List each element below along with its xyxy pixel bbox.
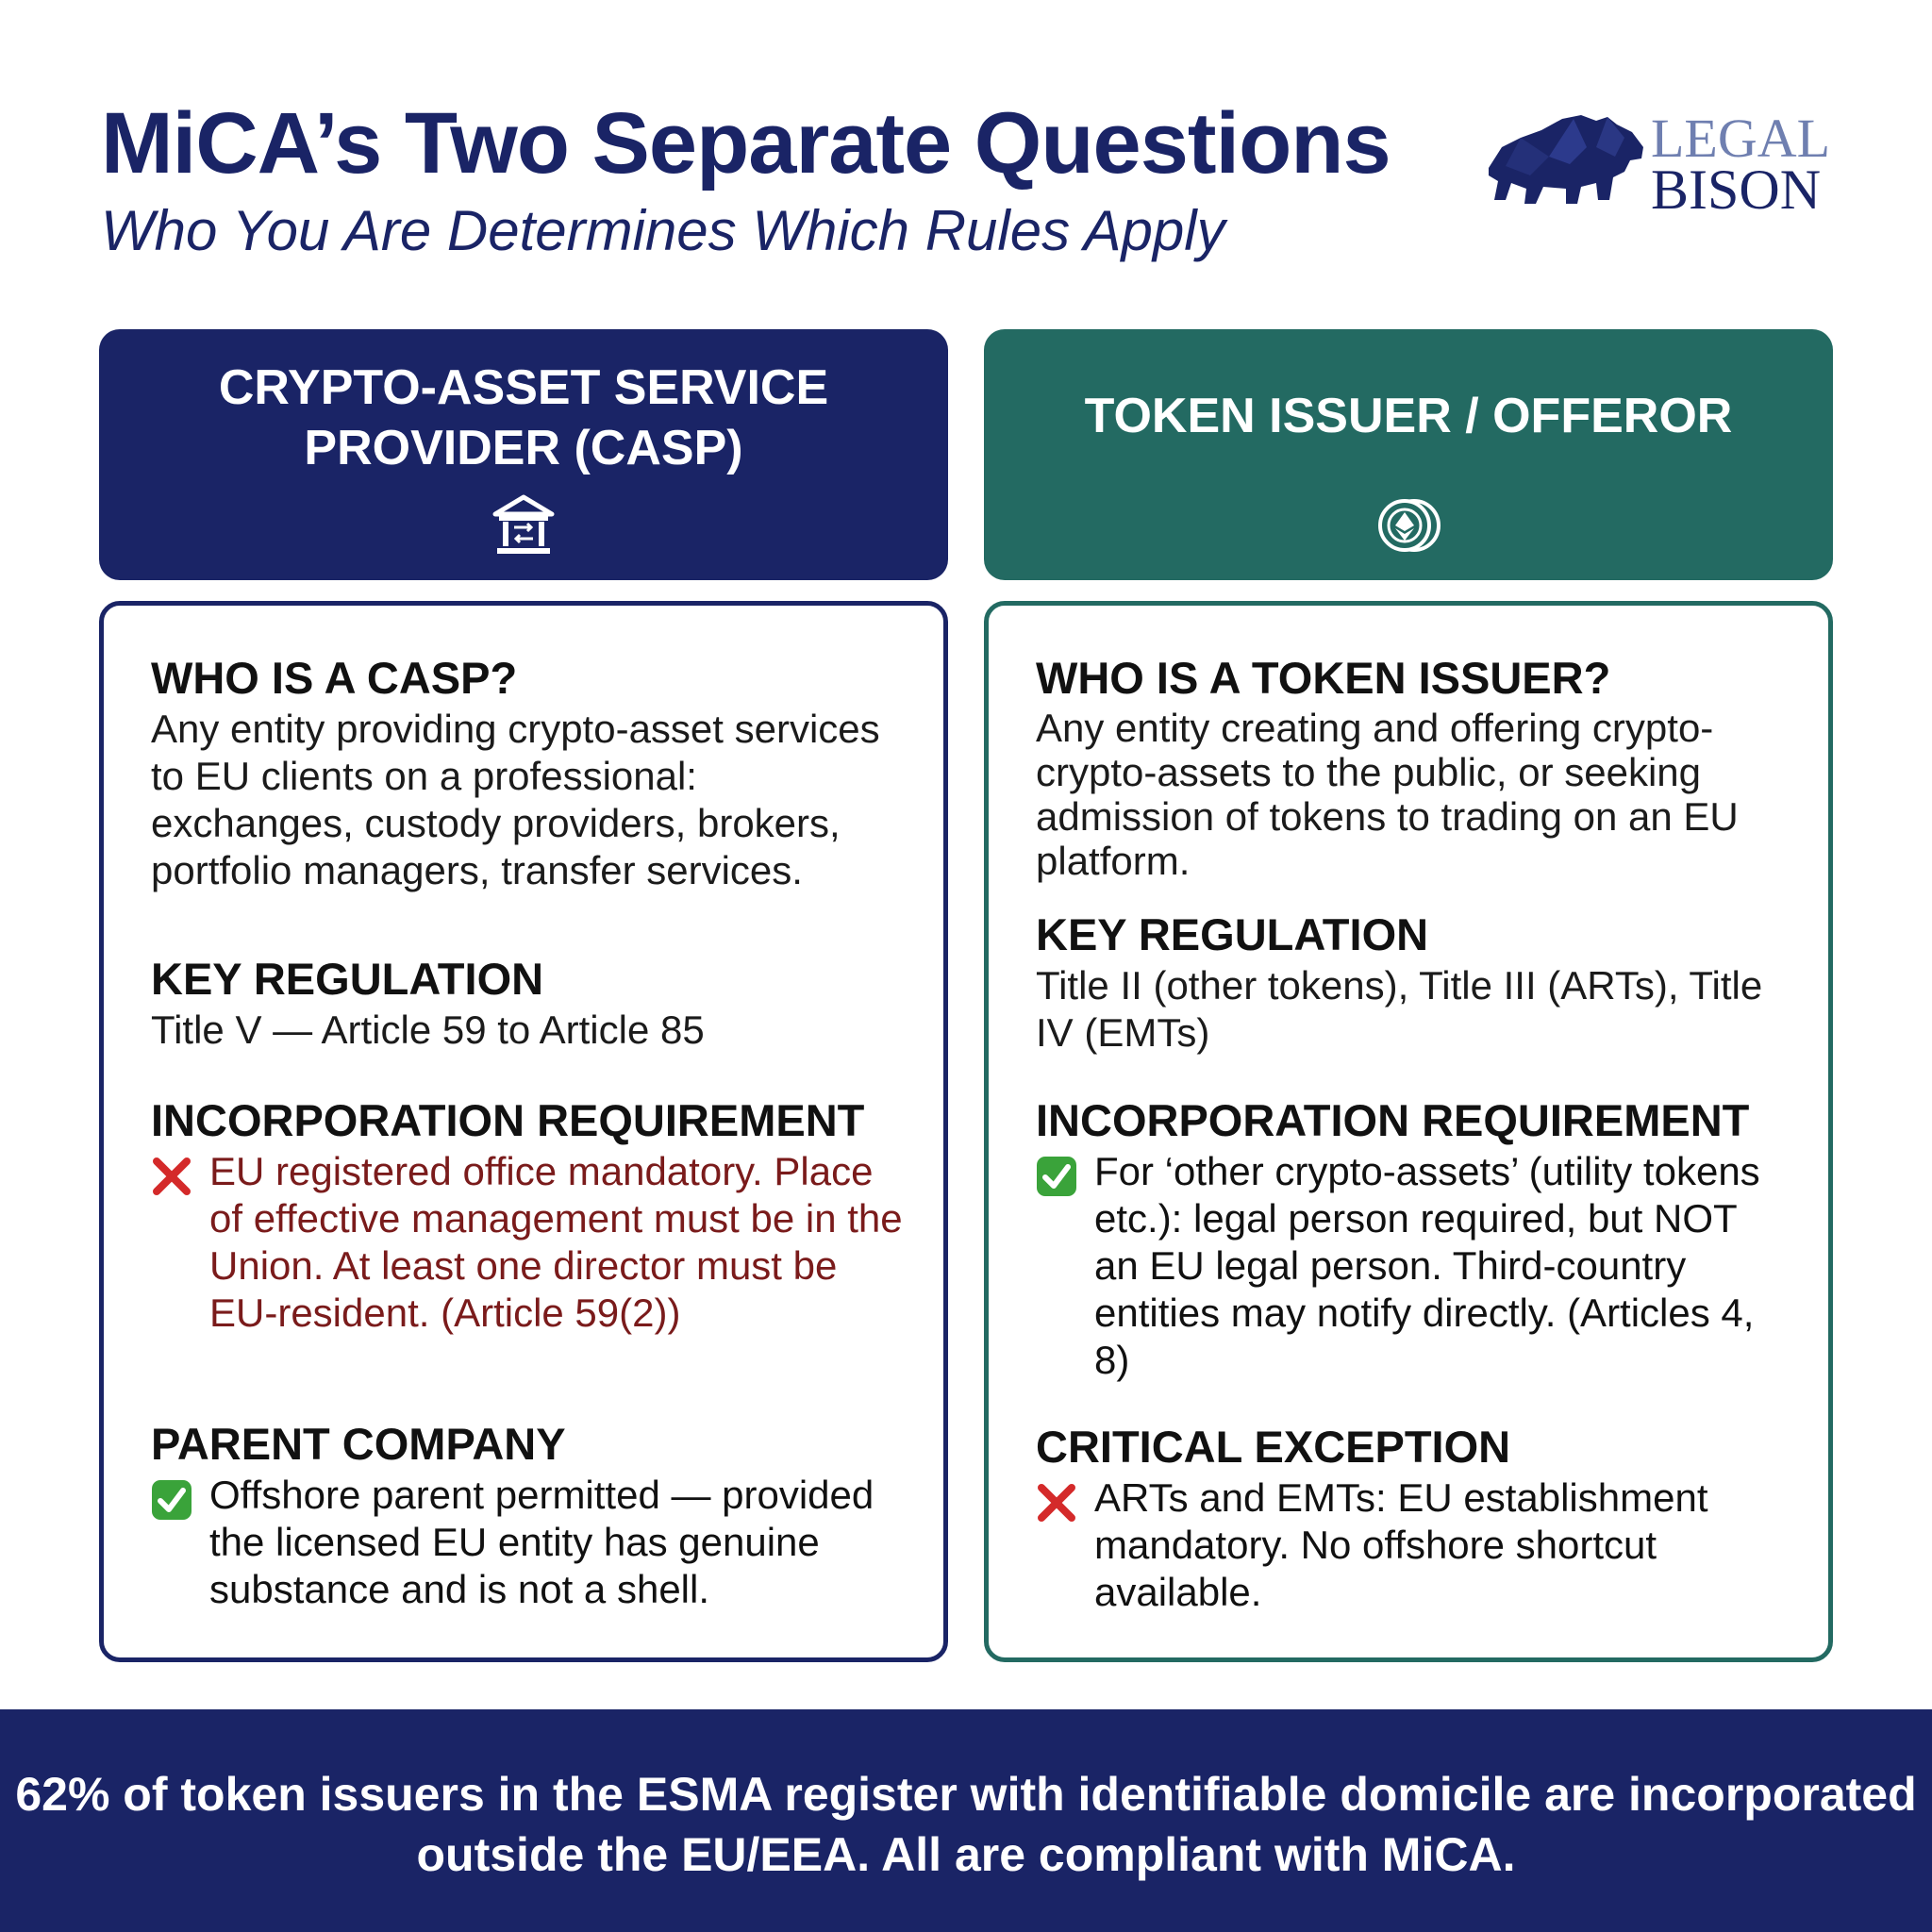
casp-who-title: WHO IS A CASP? [151,653,518,703]
issuer-incorporation-text: For ‘other crypto-assets’ (utility tokens etc.): legal person required, but NOT an EU legal person. Third-country entities may notify directly. (Articles 4, 8) [1094,1149,1760,1382]
casp-parent-section [151,1417,906,1613]
casp-incorporation-title: INCORPORATION REQUIREMENT [151,1095,865,1145]
issuer-regulation-body: Title II (other tokens), Title III (ARTs), Title IV (EMTs) [1036,963,1763,1055]
issuer-exception-section [1036,1420,1790,1616]
issuer-who-title: WHO IS A TOKEN ISSUER? [1036,653,1611,703]
token-issuer-card [984,601,1833,1662]
casp-parent-bullet [151,1472,906,1613]
token-issuer-header [984,329,1833,580]
casp-parent-title: PARENT COMPANY [151,1419,566,1469]
casp-card [99,601,948,1662]
casp-regulation-body: Title V — Article 59 to Article 85 [151,1008,705,1052]
casp-regulation-section [151,952,906,1054]
casp-regulation-title: KEY REGULATION [151,954,544,1004]
page-title: MiCA’s Two Separate Questions [101,95,1391,192]
casp-header-title: CRYPTO-ASSET SERVICE PROVIDER (CASP) [218,360,829,475]
legal-bison-logo [1483,102,1841,221]
issuer-incorporation-title: INCORPORATION REQUIREMENT [1036,1095,1750,1145]
cross-icon [151,1156,192,1197]
casp-incorporation-section [151,1093,906,1337]
casp-header [99,329,948,580]
check-icon [1036,1156,1077,1197]
page-subtitle: Who You Are Determines Which Rules Apply [101,199,1225,262]
issuer-exception-title: CRITICAL EXCEPTION [1036,1422,1511,1472]
issuer-who-body: Any entity creating and offering crypto-crypto-assets to the public, or seeking admission of tokens to trading on an EU platform. [1036,706,1739,883]
bank-exchange-icon [490,491,558,559]
casp-who-section [151,651,906,894]
bison-icon [1483,109,1651,213]
casp-incorporation-text: EU registered office mandatory. Place of effective management must be in the Union. At least one director must be EU-resident. (Article 59(2)) [209,1149,903,1335]
issuer-incorporation-section [1036,1093,1790,1384]
casp-who-body: Any entity providing crypto-asset services to EU clients on a professional: exchanges, custody providers, brokers, portfolio managers, transfer services. [151,707,880,892]
logo-line1: LEGAL [1651,108,1831,169]
issuer-regulation-title: KEY REGULATION [1036,909,1429,959]
issuer-who-section [1036,651,1790,883]
issuer-incorporation-bullet [1036,1148,1790,1384]
logo-line2: BISON [1651,158,1822,221]
check-icon [151,1479,192,1521]
token-issuer-header-title: TOKEN ISSUER / OFFEROR [1084,389,1733,443]
footer-text: 62% of token issuers in the ESMA register with identifiable domicile are incorporated outside the EU/EEA. All are compliant with MiCA. [15,1768,1917,1881]
issuer-exception-bullet [1036,1474,1790,1616]
issuer-regulation-section [1036,908,1790,1057]
footer-banner [0,1709,1932,1932]
cross-icon [1036,1482,1077,1524]
coins-icon [1374,491,1442,559]
casp-incorporation-bullet [151,1148,906,1337]
issuer-exception-text: ARTs and EMTs: EU establishment mandatory. No offshore shortcut available. [1094,1475,1708,1614]
casp-parent-text: Offshore parent permitted — provided the licensed EU entity has genuine substance and is not a shell. [209,1473,874,1611]
